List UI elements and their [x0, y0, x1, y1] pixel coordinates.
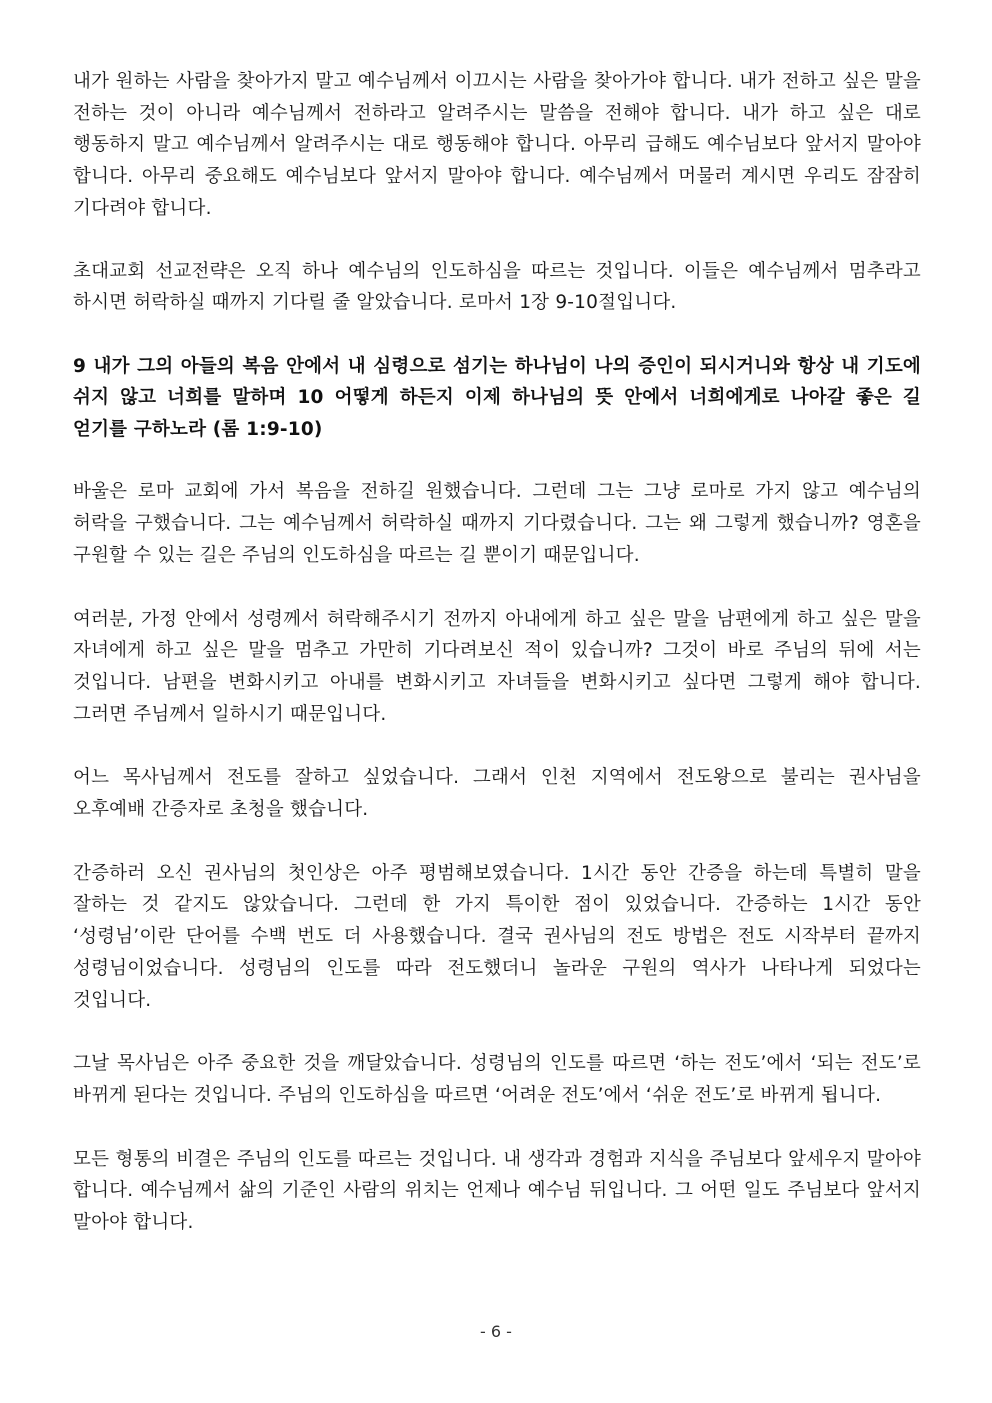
paragraph-pastor-evangelism: 어느 목사님께서 전도를 잘하고 싶었습니다. 그래서 인천 지역에서 전도왕으로 불리는 권사님을 오후예배 간증자로 초청을 했습니다. [73, 767, 921, 821]
paragraph-early-church-strategy: 초대교회 선교전략은 오직 하나 예수님의 인도하심을 따르는 것입니다. 이들은 예수님께서 멈추라고 하시면 허락하실 때까지 기다릴 줄 알았습니다. 로마서 1장 9-10절입니다. [73, 260, 921, 314]
page-number: - 6 - [480, 1322, 512, 1341]
scripture-quote-romans: 9 내가 그의 아들의 복음 안에서 내 심령으로 섬기는 하나님이 나의 증인이 되시거니와 항상 내 기도에 쉬지 않고 너희를 말하며 10 어떻게 하든지 이제 하나님의 뜻 안에서 너희에게로 나아갈 좋은 길 얻기를 구하노라 (롬 1:9-10) [73, 355, 921, 440]
document-body [73, 66, 921, 1271]
paragraph-family-waiting: 여러분, 가정 안에서 성령께서 허락해주시기 전까지 아내에게 하고 싶은 말을 남편에게 하고 싶은 말을 자녀에게 하고 싶은 말을 멈추고 가만히 기다려보신 적이 있습니까? 그것이 바로 주님의 뒤에 서는 것입니다. 남편을 변화시키고 아내를 변화시키고 자녀들을 변화시키고 싶다면 그렇게 해야 합니다. 그러면 주님께서 일하시기 때문입니다. [73, 608, 921, 725]
paragraph-paul-rome: 바울은 로마 교회에 가서 복음을 전하길 원했습니다. 그런데 그는 그냥 로마로 가지 않고 예수님의 허락을 구했습니다. 그는 예수님께서 허락하실 때까지 기다렸습니다. 그는 왜 그렇게 했습니까? 영혼을 구원할 수 있는 길은 주님의 인도하심을 따르는 길 뿐이기 때문입니다. [73, 481, 921, 566]
paragraph-deaconess-testimony: 간증하러 오신 권사님의 첫인상은 아주 평범해보였습니다. 1시간 동안 간증을 하는데 특별히 말을 잘하는 것 같지도 않았습니다. 그런데 한 가지 특이한 점이 있었습니다. 간증하는 1시간 동안 ‘성령님’이란 단어를 수백 번도 더 사용했습니다. 결국 권사님의 전도 방법은 전도 시작부터 끝까지 성령님이었습니다. 성령님의 인도를 따라 전도했더니 놀라운 구원의 역사가 나타나게 되었다는 것입니다. [73, 862, 921, 1011]
paragraph-secret-of-prosperity: 모든 형통의 비결은 주님의 인도를 따르는 것입니다. 내 생각과 경험과 지식을 주님보다 앞세우지 말아야 합니다. 예수님께서 삶의 기준인 사람의 위치는 언제나 예수님 뒤입니다. 그 어떤 일도 주님보다 앞서지 말아야 합니다. [73, 1148, 921, 1234]
paragraph-pastor-realization: 그날 목사님은 아주 중요한 것을 깨달았습니다. 성령님의 인도를 따르면 ‘하는 전도’에서 ‘되는 전도’로 바뀌게 된다는 것입니다. 주님의 인도하심을 따르면 ‘어려운 전도’에서 ‘쉬운 전도’로 바뀌게 됩니다. [73, 1053, 921, 1106]
paragraph-follow-jesus: 내가 원하는 사람을 찾아가지 말고 예수님께서 이끄시는 사람을 찾아가야 합니다. 내가 전하고 싶은 말을 전하는 것이 아니라 예수님께서 전하라고 알려주시는 말씀을 전해야 합니다. 내가 하고 싶은 대로 행동하지 말고 예수님께서 알려주시는 대로 행동해야 합니다. 아무리 급해도 예수님보다 앞서지 말아야 합니다. 아무리 중요해도 예수님보다 앞서지 말아야 합니다. 예수님께서 머물러 계시면 우리도 잠잠히 기다려야 합니다. [73, 71, 921, 219]
